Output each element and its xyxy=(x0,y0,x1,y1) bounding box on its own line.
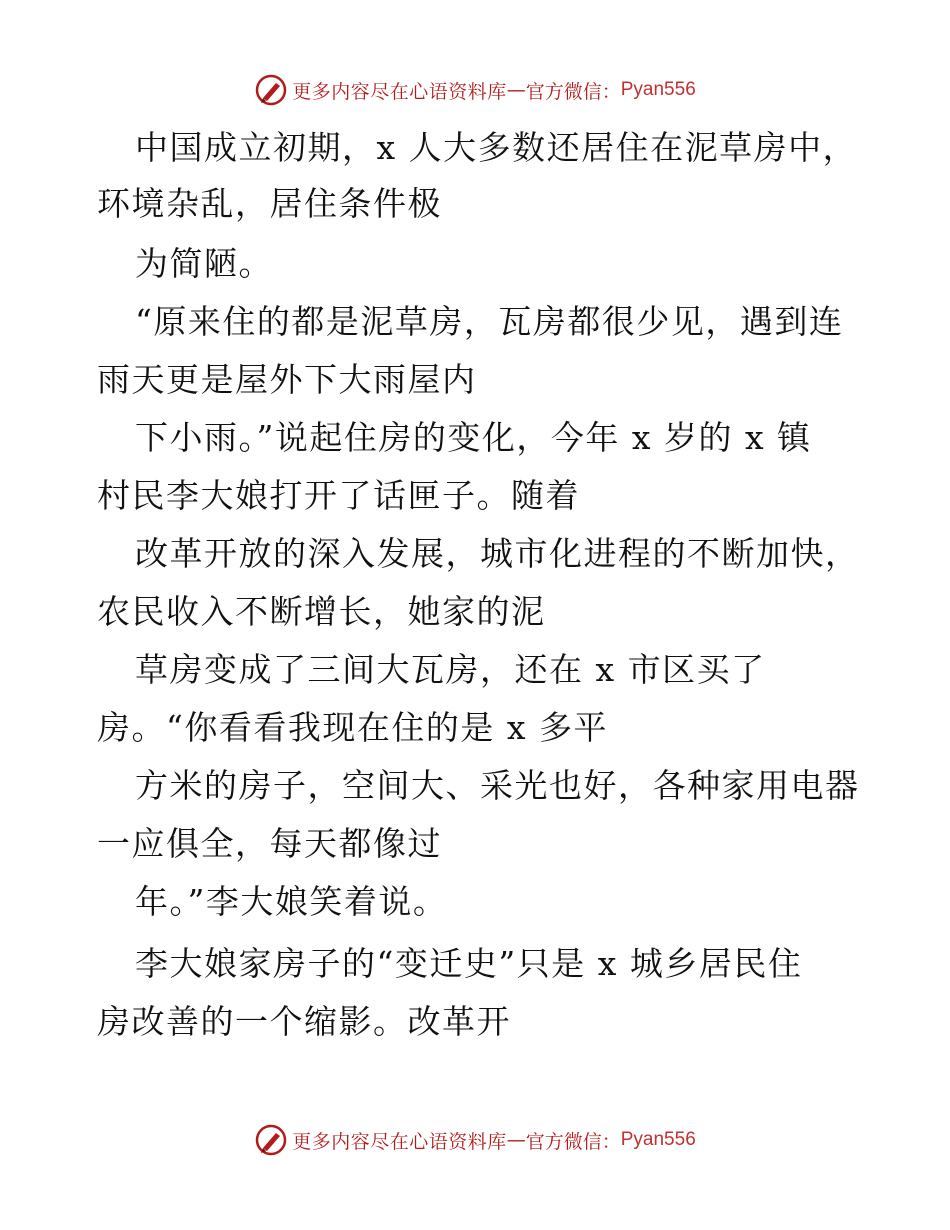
watermark-wechat-id: Pyan556 xyxy=(620,79,696,100)
text-line: 下小雨。”说起住房的变化，今年 x 岁的 x 镇 xyxy=(135,418,812,457)
text-line: 一应俱全，每天都像过 xyxy=(97,824,442,863)
watermark-main-text: 更多内容尽在心语资料库 xyxy=(292,80,507,103)
watermark-wechat-label: 官方微信： xyxy=(525,1130,621,1153)
watermark-wechat-label: 官方微信： xyxy=(525,80,621,103)
text-line: 方米的房子，空间大、采光也好，各种家用电器 xyxy=(135,766,860,805)
pen-logo-icon xyxy=(254,1123,288,1157)
text-line: 雨天更是屋外下大雨屋内 xyxy=(97,360,477,399)
text-line: 李大娘家房子的“变迁史”只是 x 城乡居民住 xyxy=(135,944,803,983)
text-line: 村民李大娘打开了话匣子。随着 xyxy=(97,476,580,515)
watermark-wechat-id: Pyan556 xyxy=(620,1129,696,1150)
pen-logo-icon xyxy=(254,73,288,107)
text-line: 环境杂乱，居住条件极 xyxy=(97,184,442,223)
text-line: 年。”李大娘笑着说。 xyxy=(135,882,448,921)
text-line: 房改善的一个缩影。改革开 xyxy=(97,1002,511,1041)
text-line: 改革开放的深入发展，城市化进程的不断加快， xyxy=(135,534,860,573)
watermark-dash: — xyxy=(506,1129,526,1151)
text-line: 房。“你看看我现在住的是 x 多平 xyxy=(97,708,608,747)
text-line: 农民收入不断增长，她家的泥 xyxy=(97,592,546,631)
watermark-dash: — xyxy=(506,79,526,101)
text-line: “原来住的都是泥草房，瓦房都很少见，遇到连 xyxy=(135,302,844,341)
watermark-main-text: 更多内容尽在心语资料库 xyxy=(292,1130,507,1153)
header-watermark xyxy=(0,70,950,110)
text-line: 草房变成了三间大瓦房，还在 x 市区买了 xyxy=(135,650,766,689)
footer-watermark xyxy=(0,1120,950,1160)
text-line: 中国成立初期，x 人大多数还居住在泥草房中， xyxy=(135,128,858,167)
text-line: 为简陋。 xyxy=(135,244,273,283)
